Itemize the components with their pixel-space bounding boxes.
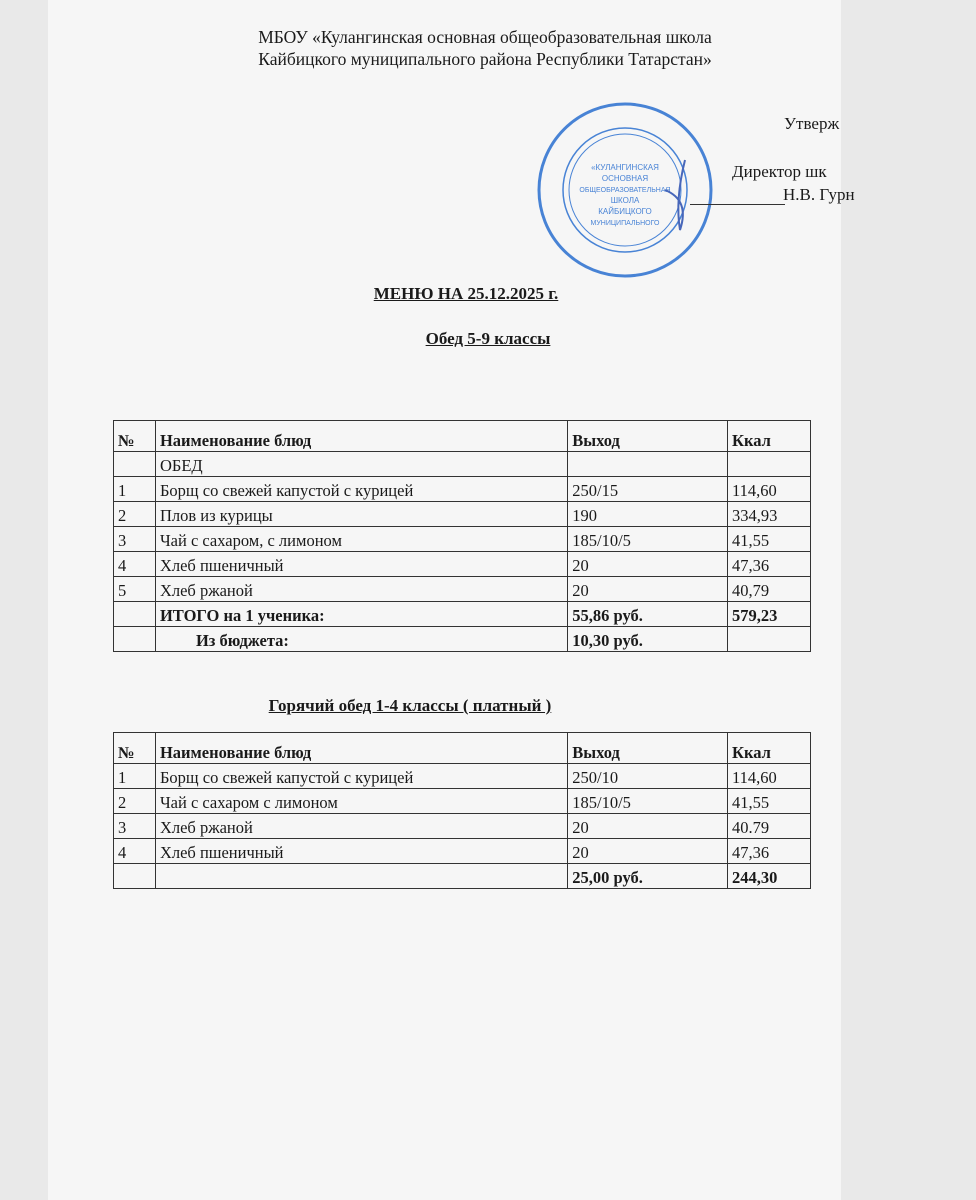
- dish-output: 185/10/5: [568, 527, 728, 552]
- row-number: 3: [114, 814, 156, 839]
- svg-text:ОСНОВНАЯ: ОСНОВНАЯ: [601, 174, 649, 183]
- section1-title: Обед 5-9 классы: [425, 329, 551, 348]
- dish-output: 190: [568, 502, 728, 527]
- dish-name: Борщ со свежей капустой с курицей: [155, 764, 567, 789]
- svg-text:КАЙБИЦКОГО: КАЙБИЦКОГО: [598, 207, 652, 216]
- dish-name: Чай с сахаром, с лимоном: [155, 527, 567, 552]
- section2-title: Горячий обед 1-4 классы ( платный ): [268, 696, 552, 715]
- group-label: ОБЕД: [155, 452, 567, 477]
- row-number: 3: [114, 527, 156, 552]
- table-row: [114, 577, 811, 602]
- dish-kcal: 40,79: [728, 577, 811, 602]
- table-row: [114, 839, 811, 864]
- school-name-line2: Кайбицкого муниципального района Республики Татарстан»: [258, 49, 712, 69]
- dish-output: 250/15: [568, 477, 728, 502]
- row-number: 2: [114, 789, 156, 814]
- total-label: ИТОГО на 1 ученика:: [155, 602, 567, 627]
- total-price: 25,00 руб.: [568, 864, 728, 889]
- svg-text:«КУЛАНГИНСКАЯ: «КУЛАНГИНСКАЯ: [591, 163, 659, 172]
- row-number: 2: [114, 502, 156, 527]
- svg-text:МУНИЦИПАЛЬНОГО: МУНИЦИПАЛЬНОГО: [590, 220, 660, 227]
- row-number: 4: [114, 552, 156, 577]
- menu-table-5-9: [113, 420, 811, 652]
- dish-kcal: 40.79: [728, 814, 811, 839]
- menu-title: МЕНЮ НА 25.12.2025 г.: [373, 284, 559, 303]
- dish-name: Борщ со свежей капустой с курицей: [155, 477, 567, 502]
- table-row: [114, 527, 811, 552]
- svg-text:ШКОЛА: ШКОЛА: [610, 196, 640, 205]
- menu-table-1-4: [113, 732, 811, 889]
- table-row: [114, 764, 811, 789]
- dish-output: 20: [568, 552, 728, 577]
- table-row: [114, 477, 811, 502]
- school-name-line1: МБОУ «Кулангинская основная общеобразовательная школа: [258, 27, 712, 47]
- director-position: Директор шк: [732, 162, 827, 181]
- col-dish-name: Наименование блюд: [155, 421, 567, 452]
- budget-price: 10,30 руб.: [568, 627, 728, 652]
- col-kcal: Ккал: [728, 733, 811, 764]
- school-stamp: [535, 100, 715, 280]
- signature-line: [690, 204, 785, 205]
- dish-output: 185/10/5: [568, 789, 728, 814]
- dish-name: Хлеб пшеничный: [155, 552, 567, 577]
- dish-name: Хлеб ржаной: [155, 577, 567, 602]
- dish-kcal: 41,55: [728, 789, 811, 814]
- table-row: [114, 552, 811, 577]
- dish-name: Плов из курицы: [155, 502, 567, 527]
- dish-output: 20: [568, 814, 728, 839]
- row-number: 5: [114, 577, 156, 602]
- director-name: Н.В. Гурн: [783, 185, 855, 204]
- dish-name: Хлеб пшеничный: [155, 839, 567, 864]
- table-header-row: [114, 733, 811, 764]
- table-row-total: [114, 602, 811, 627]
- table-header-row: [114, 421, 811, 452]
- approved-label: Утверж: [784, 114, 840, 133]
- svg-text:ОБЩЕОБРАЗОВАТЕЛЬНАЯ: ОБЩЕОБРАЗОВАТЕЛЬНАЯ: [579, 187, 671, 194]
- dish-output: 250/10: [568, 764, 728, 789]
- dish-kcal: 47,36: [728, 839, 811, 864]
- col-dish-name: Наименование блюд: [155, 733, 567, 764]
- table-row-total: [114, 864, 811, 889]
- dish-kcal: 334,93: [728, 502, 811, 527]
- row-number: 4: [114, 839, 156, 864]
- dish-name: Чай с сахаром с лимоном: [155, 789, 567, 814]
- table-row: [114, 502, 811, 527]
- budget-label: Из бюджета:: [155, 627, 567, 652]
- dish-output: 20: [568, 839, 728, 864]
- table-row-budget: [114, 627, 811, 652]
- dish-output: 20: [568, 577, 728, 602]
- dish-kcal: 114,60: [728, 764, 811, 789]
- dish-name: Хлеб ржаной: [155, 814, 567, 839]
- col-output: Выход: [568, 421, 728, 452]
- col-kcal: Ккал: [728, 421, 811, 452]
- col-number: №: [114, 421, 156, 452]
- row-number: 1: [114, 764, 156, 789]
- total-kcal: 244,30: [728, 864, 811, 889]
- dish-kcal: 47,36: [728, 552, 811, 577]
- col-output: Выход: [568, 733, 728, 764]
- table-row: [114, 814, 811, 839]
- total-price: 55,86 руб.: [568, 602, 728, 627]
- dish-kcal: 114,60: [728, 477, 811, 502]
- table-row-group: [114, 452, 811, 477]
- col-number: №: [114, 733, 156, 764]
- total-kcal: 579,23: [728, 602, 811, 627]
- table-row: [114, 789, 811, 814]
- row-number: 1: [114, 477, 156, 502]
- dish-kcal: 41,55: [728, 527, 811, 552]
